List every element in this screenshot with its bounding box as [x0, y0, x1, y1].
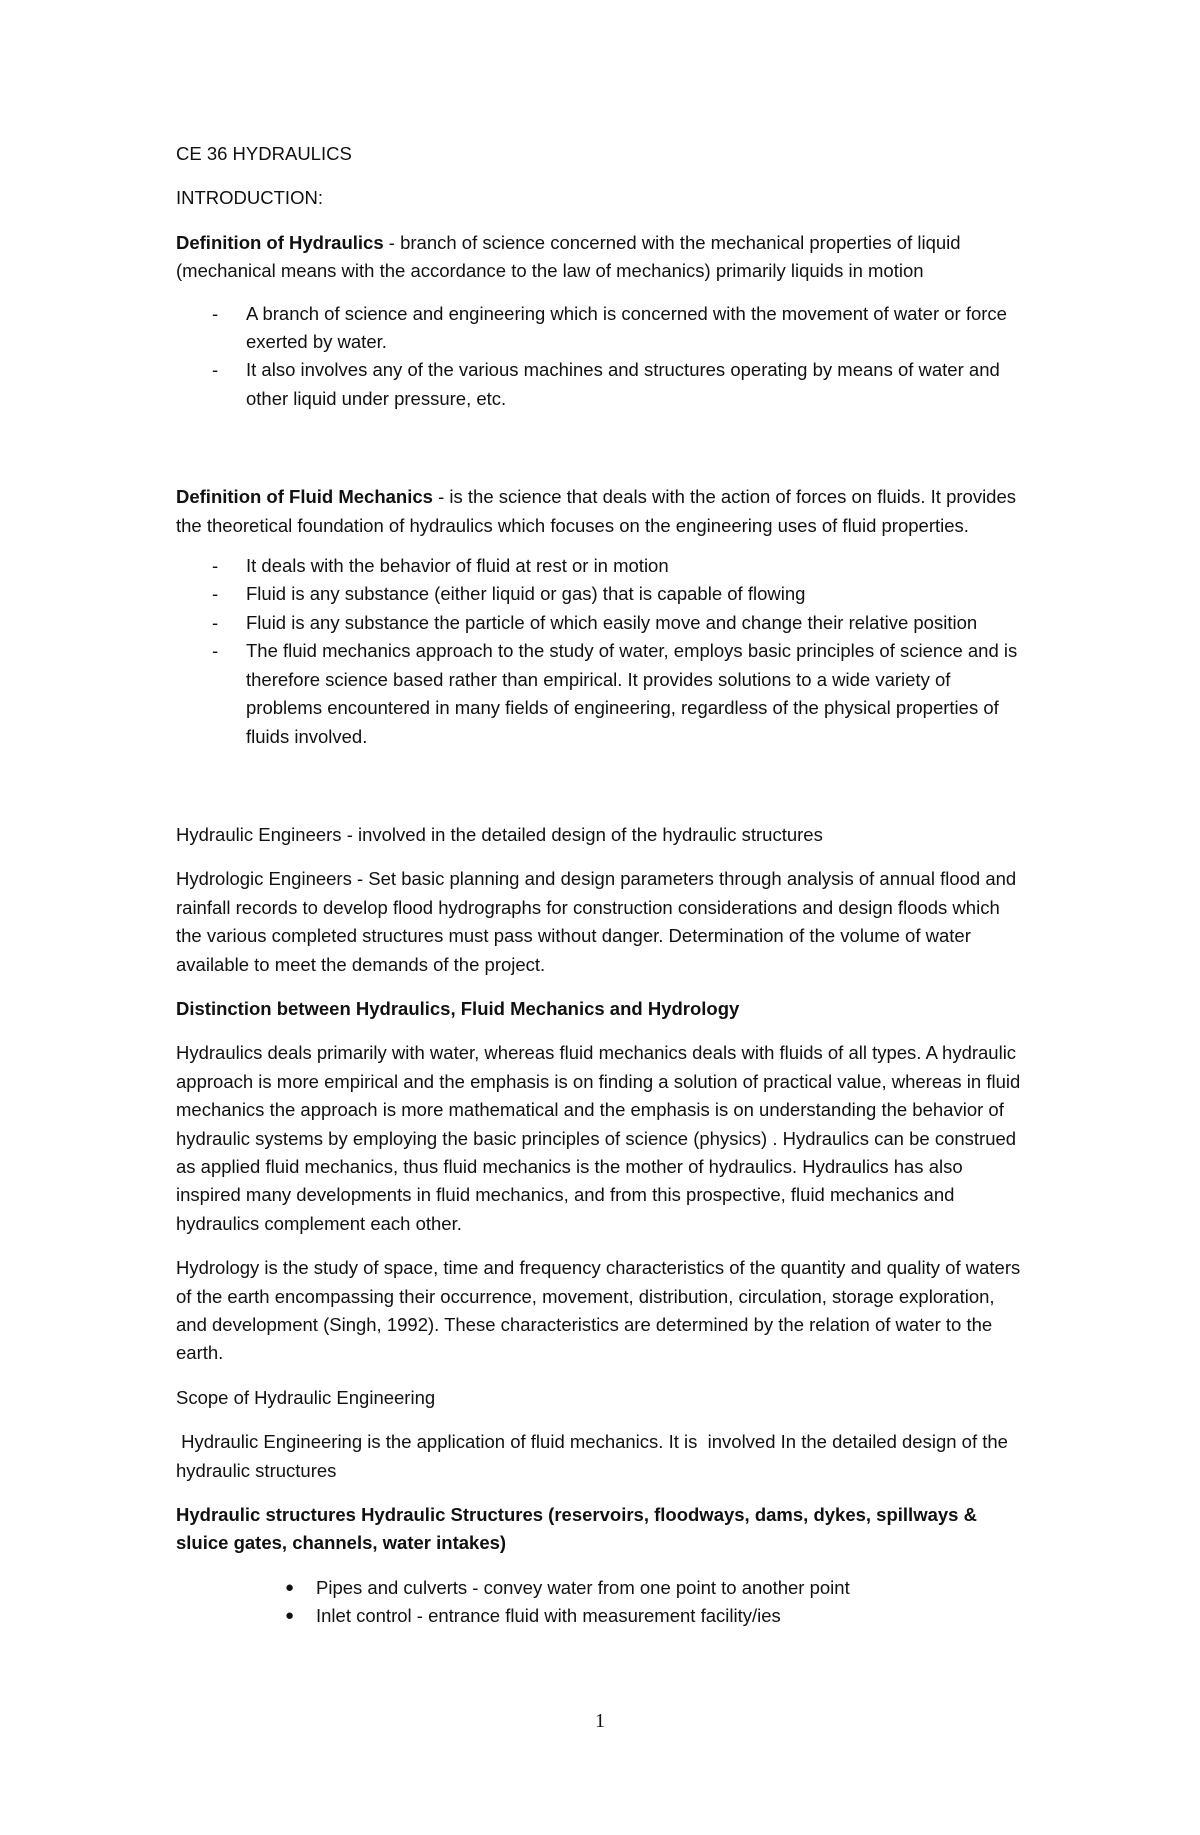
list-item [176, 637, 1028, 751]
list-item-text: Fluid is any substance the particle of which easily move and change their relative position [246, 611, 978, 633]
list-item [176, 580, 1028, 608]
dash-marker: - [212, 640, 219, 662]
list-item [176, 300, 1028, 357]
scope-heading: Scope of Hydraulic Engineering [176, 1386, 436, 1408]
page-content [176, 140, 1028, 1631]
structures-list [176, 1574, 1028, 1631]
list-item-text: The fluid mechanics approach to the study of water, employs basic principles of science and is therefore science based rather than empirical. It provides solutions to a wide variety of problems encountered in many fields of engineering, regardless of the physical properties of fluids involved. [246, 640, 1018, 747]
def-hydraulics-text: branch of science concerned with the mechanical properties of liquid (mechanical means with the accordance to the law of mechanics) primarily liquids in motion [176, 231, 961, 282]
list-item [176, 552, 1028, 580]
distinction-heading: Distinction between Hydraulics, Fluid Mechanics and Hydrology [176, 997, 740, 1019]
list-item-text: Pipes and culverts - convey water from one point to another point [316, 1576, 850, 1598]
list-item-text: It deals with the behavior of fluid at rest or in motion [246, 555, 669, 577]
intro-heading: INTRODUCTION: [176, 187, 323, 209]
list-item-text: A branch of science and engineering which is concerned with the movement of water or force exerted by water. [246, 302, 1007, 353]
dash-marker: - [212, 302, 219, 324]
list-item [176, 356, 1028, 413]
hydrology-paragraph: Hydrology is the study of space, time and frequency characteristics of the quantity and quality of waters of the earth encompassing their occurrence, movement, distribution, circulation, storage exploration, and development (Singh, 1992). These characteristics are determined by the relation of water to the earth. [176, 1257, 1021, 1364]
distinction-paragraph: Hydraulics deals primarily with water, whereas fluid mechanics deals with fluids of all types. A hydraulic approach is more empirical and the emphasis is on finding a solution of practical value, whereas in fluid mechanics the approach is more mathematical and the emphasis is on understanding the behavior of hydraulic systems by employing the basic principles of science (physics) . Hydraulics can be construed as applied fluid mechanics, thus fluid mechanics is the mother of hydraulics. Hydraulics has also inspired many developments in fluid mechanics, and from this prospective, fluid mechanics and hydraulics complement each other. [176, 1042, 1021, 1234]
scope-paragraph: Hydraulic Engineering is the application of fluid mechanics. It is involved In the detailed design of the hydraulic structures [176, 1431, 1014, 1481]
def-hydraulics-sep: - [383, 231, 401, 253]
def-hydraulics-term: Definition of Hydraulics [176, 231, 384, 253]
list-item [176, 609, 1028, 637]
dash-marker: - [212, 359, 219, 381]
bullet-icon: ● [285, 1578, 295, 1596]
list-item [176, 1574, 1028, 1602]
page-number: 1 [595, 1710, 605, 1732]
hydraulic-engineers-paragraph: Hydraulic Engineers - involved in the detailed design of the hydraulic structures [176, 823, 823, 845]
def-hydraulics-list [176, 300, 1028, 414]
course-title: CE 36 HYDRAULICS [176, 143, 352, 164]
bullet-icon: ● [285, 1607, 295, 1625]
list-item [176, 1602, 1028, 1630]
def-fluid-mechanics-term: Definition of Fluid Mechanics [176, 486, 433, 508]
list-item-text: Inlet control - entrance fluid with measurement facility/ies [316, 1605, 781, 1627]
dash-marker: - [212, 583, 219, 605]
def-fluid-mechanics-paragraph [176, 483, 1028, 540]
hydrologic-engineers-paragraph: Hydrologic Engineers - Set basic planning and design parameters through analysis of annual flood and rainfall records to develop flood hydrographs for construction considerations and design floods which the various completed structures must pass without danger. Determination of the volume of water available to meet the demands of the project. [176, 868, 1017, 975]
def-hydraulics-paragraph [176, 229, 1028, 286]
dash-marker: - [212, 611, 219, 633]
dash-marker: - [212, 555, 219, 577]
list-item-text: It also involves any of the various machines and structures operating by means of water and other liquid under pressure, etc. [246, 359, 1000, 409]
def-fluid-mechanics-list [176, 552, 1028, 751]
def-fluid-mechanics-text: - is the science that deals with the action of forces on fluids. It provides the theoretical foundation of hydraulics which focuses on the engineering uses of fluid properties. [176, 486, 1017, 536]
structures-heading: Hydraulic structures Hydraulic Structures (reservoirs, floodways, dams, dykes, spillways & sluice gates, channels, water intakes) [176, 1504, 977, 1554]
list-item-text: Fluid is any substance (either liquid or gas) that is capable of flowing [246, 583, 806, 605]
